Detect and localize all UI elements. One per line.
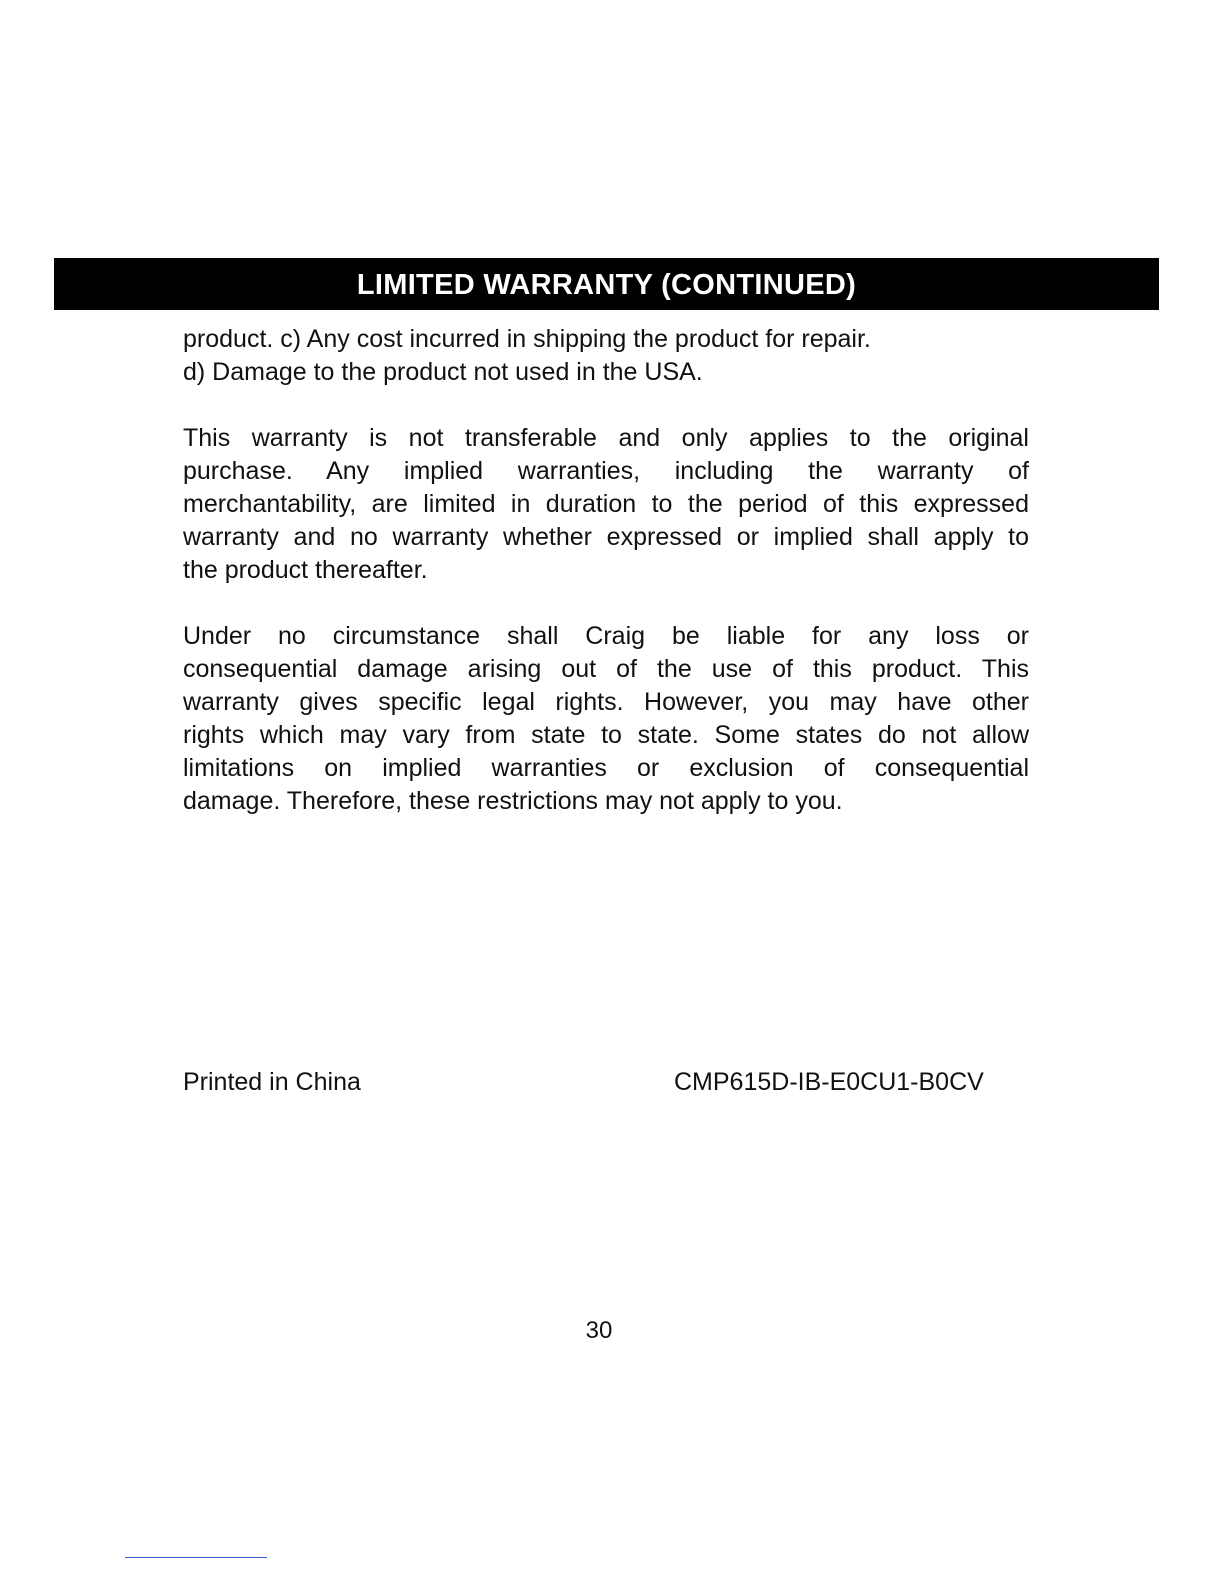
text-line: rights which may vary from state to state. Some states do not allow <box>183 721 1029 749</box>
model-code: CMP615D-IB-E0CU1-B0CV <box>674 1068 984 1096</box>
printed-in-label: Printed in China <box>183 1068 361 1096</box>
text-line: warranty gives specific legal rights. However, you may have other <box>183 688 1029 716</box>
text-line: warranty and no warranty whether expressed or implied shall apply to <box>183 523 1029 551</box>
text-line: product. c) Any cost incurred in shipping the product for repair. <box>183 325 871 353</box>
text-line: the product thereafter. <box>183 556 428 584</box>
warranty-text <box>183 323 1029 818</box>
section-title-bar <box>54 258 1159 310</box>
bottom-divider <box>125 1557 267 1558</box>
page-number: 30 <box>585 1317 613 1344</box>
text-line: merchantability, are limited in duration to the period of this expressed <box>183 490 1029 518</box>
section-title: LIMITED WARRANTY (CONTINUED) <box>356 268 857 301</box>
text-line: Under no circumstance shall Craig be liable for any loss or <box>183 622 1029 650</box>
text-line: damage. Therefore, these restrictions may not apply to you. <box>183 787 843 815</box>
text-line: This warranty is not transferable and only applies to the original <box>183 424 1029 452</box>
text-line: consequential damage arising out of the use of this product. This <box>183 655 1029 683</box>
paragraph-exclusions <box>183 323 1029 389</box>
text-line: purchase. Any implied warranties, including the warranty of <box>183 457 1029 485</box>
paragraph-liability <box>183 620 1029 818</box>
text-line: limitations on implied warranties or exclusion of consequential <box>183 754 1029 782</box>
text-line: d) Damage to the product not used in the USA. <box>183 358 703 386</box>
paragraph-transferability <box>183 422 1029 587</box>
